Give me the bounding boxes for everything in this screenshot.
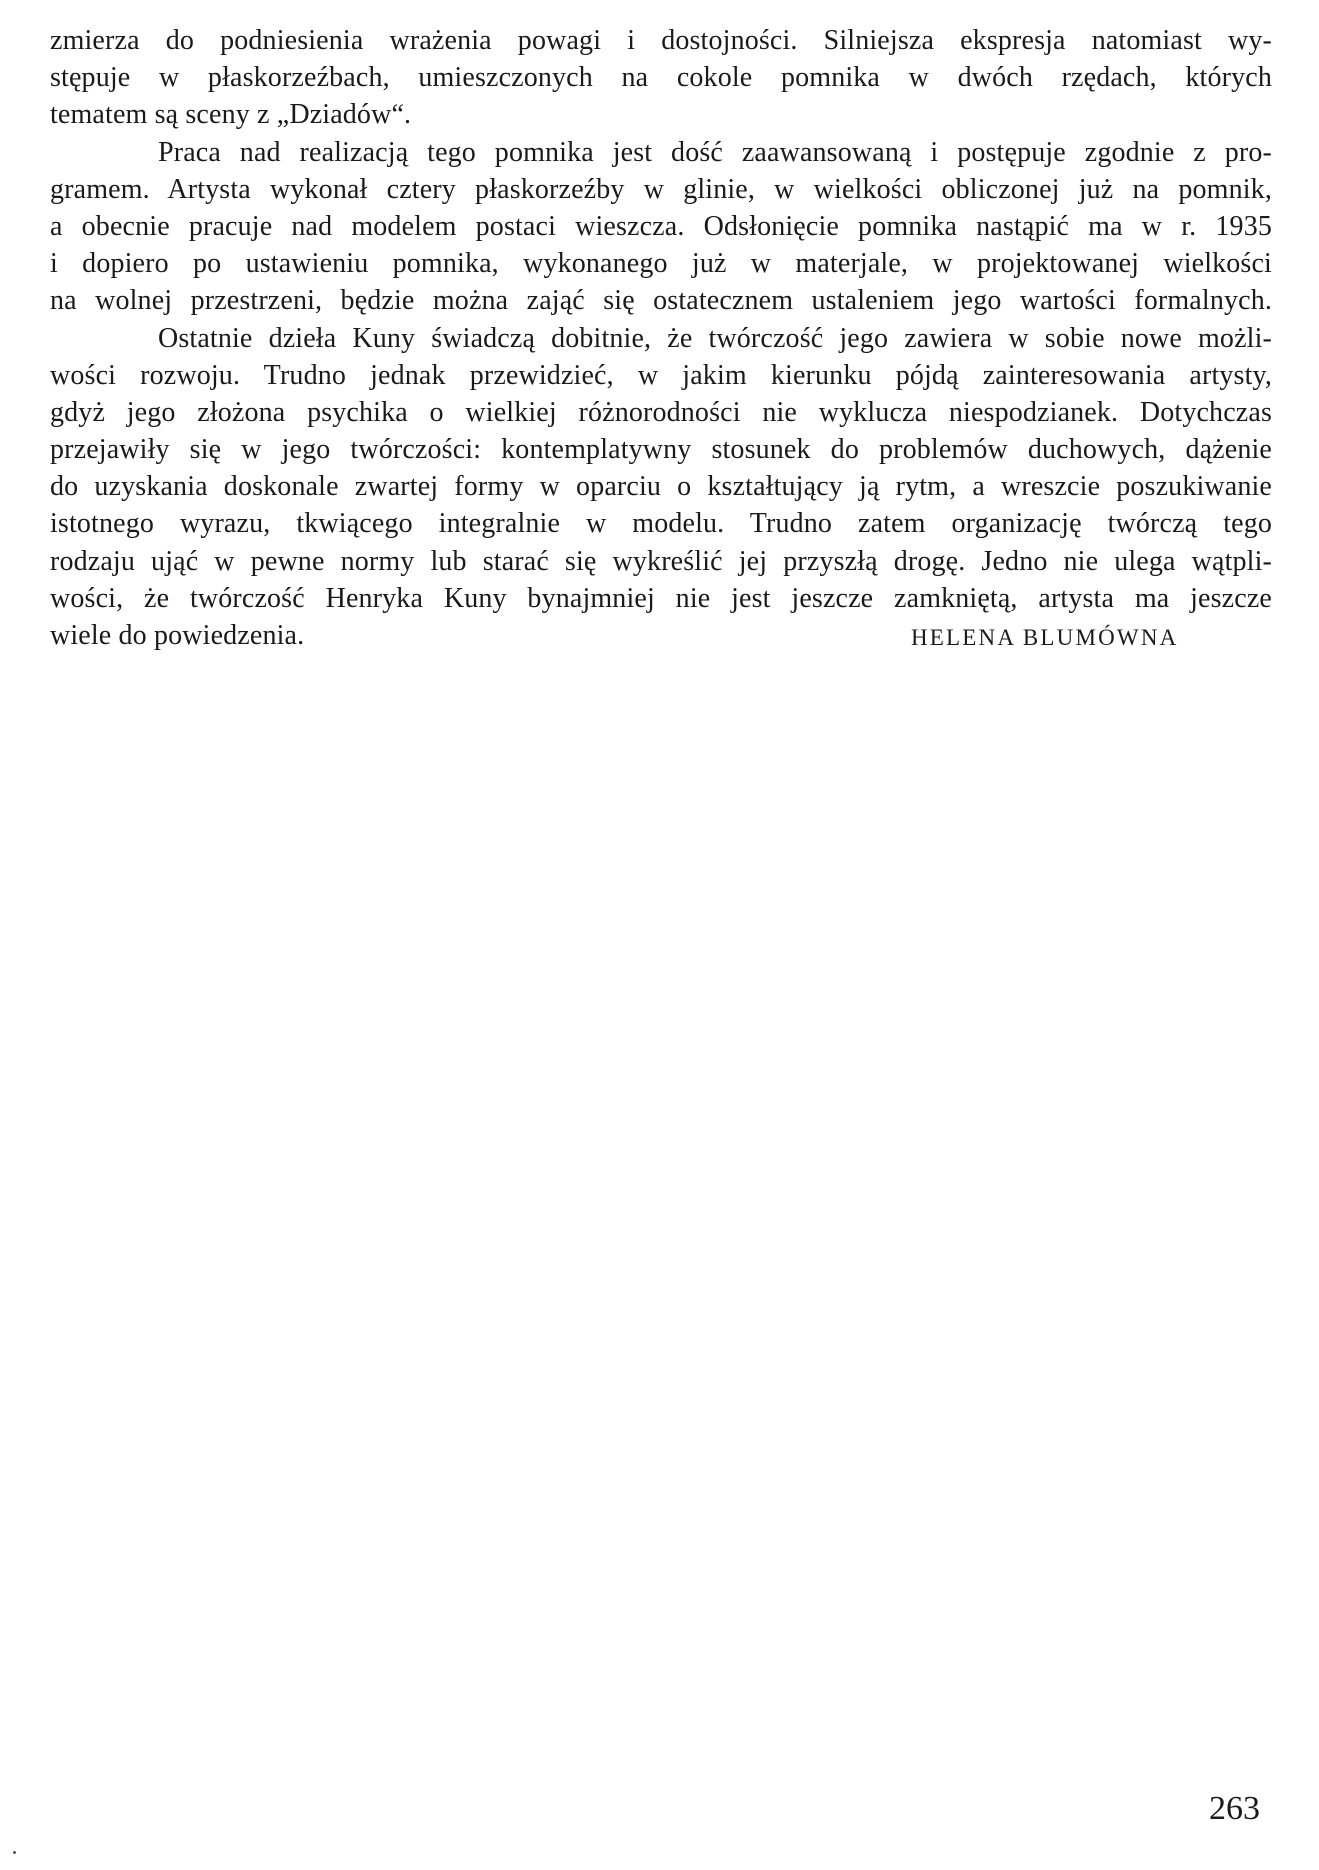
text-line: tematem są sceny z „Dziadów“. [50, 99, 412, 131]
text-line: rodzaju ująć w pewne normy lub starać się wykreślić jej przyszłą drogę. Jedno nie ulega wątpli- [50, 545, 1272, 577]
text-line: i dopiero po ustawieniu pomnika, wykonanego już w materjale, w projektowanej wielkości [50, 248, 1272, 280]
text-line: a obecnie pracuje nad modelem postaci wieszcza. Odsłonięcie pomnika nastąpić ma w r. 1935 [50, 210, 1272, 242]
text-line: do uzyskania doskonale zwartej formy w oparciu o kształtujący ją rytm, a wreszcie poszukiwanie [50, 471, 1272, 503]
text-line: wiele do powiedzenia. [50, 620, 305, 651]
scan-artifact-dot [13, 1851, 16, 1854]
text-line: przejawiły się w jego twórczości: kontemplatywny stosunek do problemów duchowych, dążenie [50, 434, 1272, 466]
text-line: na wolnej przestrzeni, będzie można zająć się ostatecznem ustaleniem jego wartości formalnych. [50, 285, 1272, 317]
text-line: stępuje w płaskorzeźbach, umieszczonych na cokole pomnika w dwóch rzędach, których [50, 62, 1272, 94]
author-signature: HELENA BLUMÓWNA [911, 625, 1179, 650]
text-line: wości rozwoju. Trudno jednak przewidzieć, w jakim kierunku pójdą zainteresowania artysty, [50, 359, 1272, 391]
text-line: zmierza do podniesienia wrażenia powagi i dostojności. Silniejsza ekspresja natomiast wy- [50, 25, 1272, 56]
text-line: wości, że twórczość Henryka Kuny bynajmniej nie jest jeszcze zamkniętą, artysta ma jeszcze [50, 582, 1272, 614]
text-line: gramem. Artysta wykonał cztery płaskorzeźby w glinie, w wielkości obliczonej już na pomnik, [50, 173, 1272, 205]
text-line: Praca nad realizacją tego pomnika jest dość zaawansowaną i postępuje zgodnie z pro- [158, 136, 1272, 168]
text-line: istotnego wyrazu, tkwiącego integralnie w modelu. Trudno zatem organizację twórczą tego [50, 508, 1272, 540]
text-line: gdyż jego złożona psychika o wielkiej różnorodności nie wyklucza niespodzianek. Dotychczas [50, 396, 1272, 428]
text-line: Ostatnie dzieła Kuny świadczą dobitnie, że twórczość jego zawiera w sobie nowe możli- [158, 322, 1272, 354]
article-text [50, 22, 1272, 654]
page-number: 263 [1209, 1790, 1260, 1827]
